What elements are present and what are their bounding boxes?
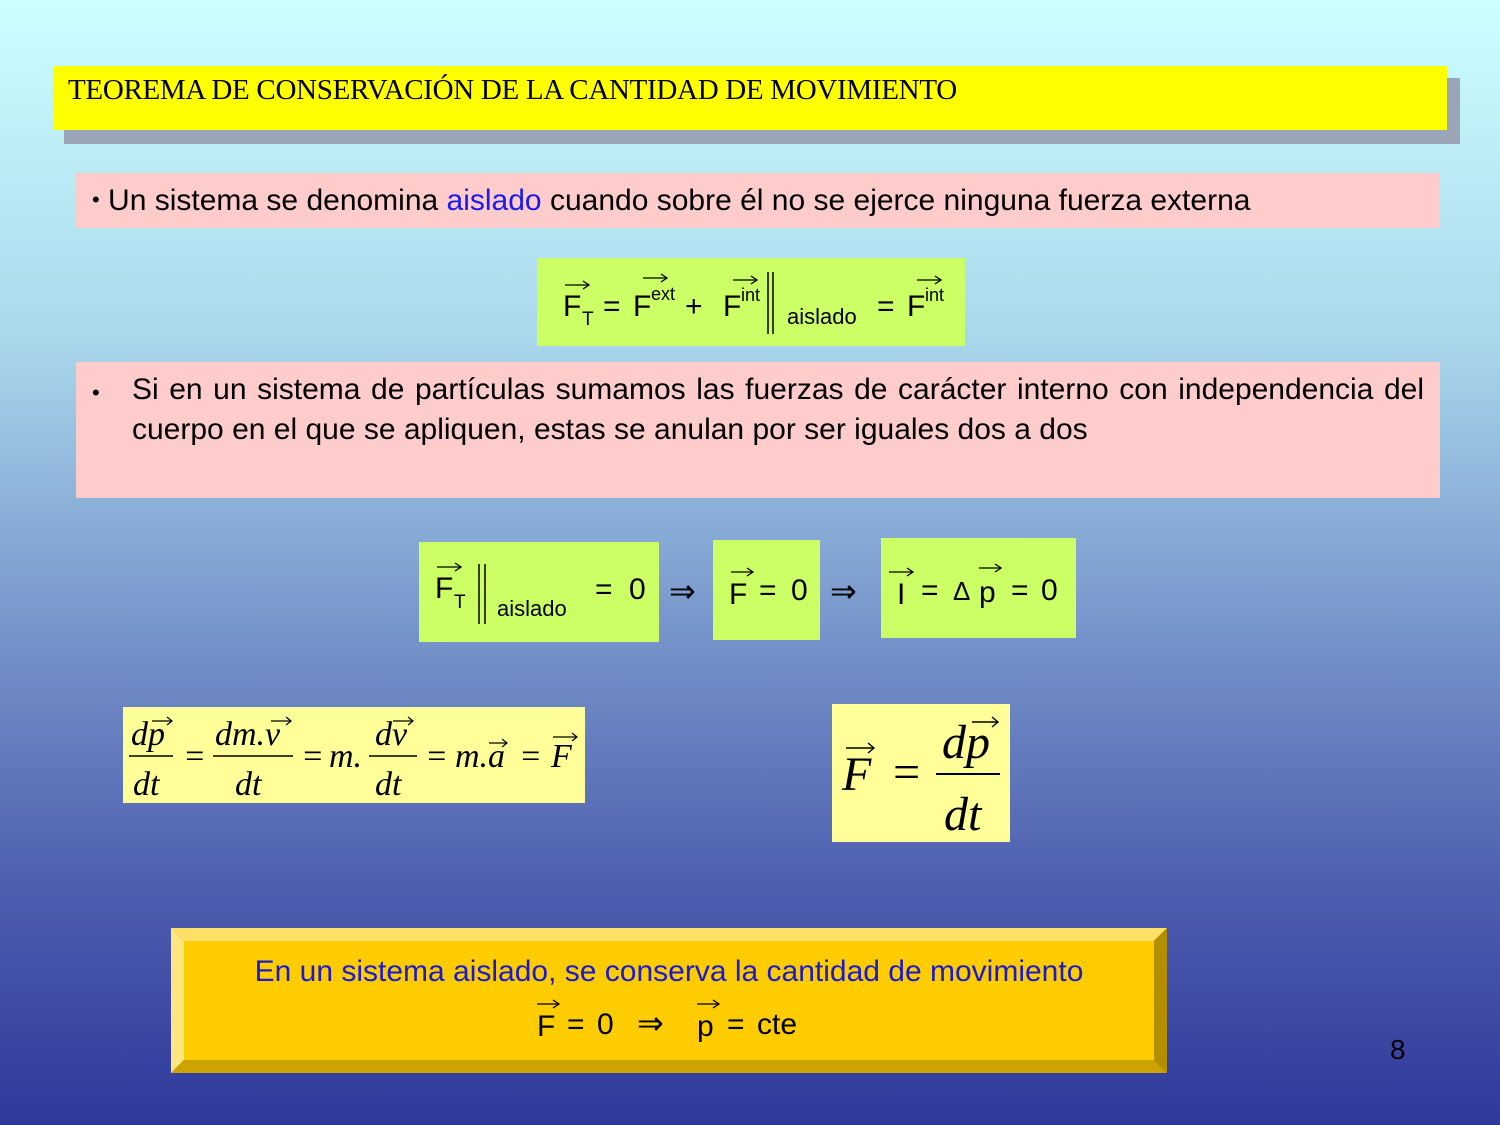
eq2b-zero: 0 [791,574,808,607]
total-force-equation [537,258,965,346]
eq3-eq3: = [425,738,448,775]
eq3-dmv: dm.v [215,716,281,753]
net-force-zero-equation [713,540,820,640]
impulse-formula [881,538,1076,638]
eq1-plus: + [685,290,703,323]
bullet: • [92,187,100,212]
eq4-F: F [842,748,872,801]
eq3-ma: m.a [455,738,506,775]
force-derivative-formula [832,704,1010,842]
concl-eq2: = [727,1008,745,1041]
eq3-F: F [551,738,572,775]
concl-cte: cte [757,1008,798,1041]
conclusion-text: En un sistema aislado, se conserva la cantidad de movimiento [254,955,1084,988]
concl-p: p [697,1010,714,1043]
net-force-formula [713,540,820,640]
eq4-dt: dt [944,788,982,841]
isolated-force-zero-equation [419,542,659,642]
eq1-F2: F [633,290,652,323]
eq1-eq2: = [877,290,895,323]
eq1-F3: F [723,290,742,323]
eq1-ext: ext [651,284,676,304]
eq3-eq2: = [301,738,324,775]
implies-arrow-1: ⇒ [669,573,696,609]
eq2-eq: = [595,573,613,606]
eq1-int2: int [925,285,945,305]
eq3-eq4: = [519,738,542,775]
eq3-dp: dp [131,716,165,753]
eq2-F: F [435,572,454,605]
eq1-T: T [582,309,594,330]
eq4-eq: = [890,746,923,799]
impulse-zero-equation [881,538,1076,638]
eq3-dt3: dt [375,766,402,803]
eq1-eq: = [603,290,621,323]
force-derivative-equation [832,704,1010,842]
isolated-force-formula [419,542,659,642]
eq2b-F: F [729,578,748,611]
definition-text [92,184,1250,218]
eq1-F4: F [907,290,926,323]
eq1-F: F [563,290,582,323]
eq3-eq1: = [183,738,206,775]
eq2-aislado: aislado [497,596,567,621]
eq4-dp: dp [942,716,990,769]
definition-highlight: aislado [446,184,542,217]
eq2c-zero: 0 [1041,574,1058,607]
concl-F: F [537,1010,556,1043]
eq1-int: int [741,285,761,305]
eq2c-eq2: = [1011,574,1029,607]
eq2b-eq: = [759,574,777,607]
concl-eq: = [567,1008,585,1041]
eq3-dt2: dt [235,766,262,803]
internal-forces-text: Si en un sistema de partículas sumamos las fuerzas de carácter interno con independencia del cuerpo en el que se apliquen, estas se anulan por ser iguales dos a dos [132,373,1424,446]
eq2-T: T [454,592,466,613]
concl-implies: ⇒ [637,1005,664,1041]
implies-arrow-2: ⇒ [830,573,857,609]
page-number: 8 [1390,1034,1406,1065]
eq3-dv: dv [375,716,408,753]
eq1-aislado: aislado [787,304,857,329]
definition-before: Un sistema se denomina [108,184,447,217]
eq2c-eq: = [921,574,939,607]
eq3-m: m. [329,738,363,775]
derivative-chain-formula [123,707,585,803]
total-force-formula [537,258,965,346]
eq2c-I: I [897,578,906,611]
conclusion-box [171,928,1167,1073]
slide-title: TEOREMA DE CONSERVACIÓN DE LA CANTIDAD DE MOVIMIENTO [68,74,957,106]
eq2c-delta: Δ [953,576,971,606]
bullet: • [92,380,100,405]
eq2c-p: p [979,576,996,609]
eq3-dt1: dt [133,766,160,803]
concl-zero: 0 [597,1008,614,1041]
derivative-chain-equation [123,707,585,803]
definition-after: cuando sobre él no se ejerce ninguna fuerza externa [541,184,1251,217]
eq2-zero: 0 [629,573,646,606]
